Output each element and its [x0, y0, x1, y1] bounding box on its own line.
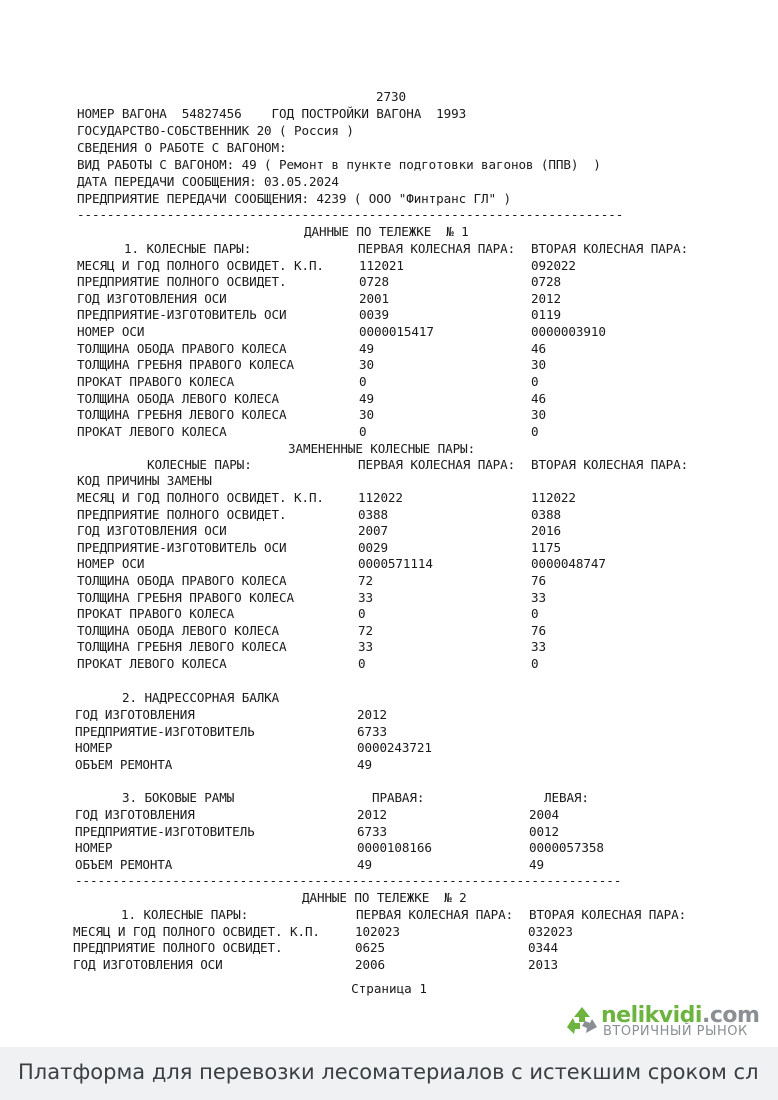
- row-value-1: 0388: [358, 506, 388, 522]
- row-label: ТОЛЩИНА ГРЕБНЯ ЛЕВОГО КОЛЕСА: [77, 407, 287, 423]
- row-label: ГОД ИЗГОТОВЛЕНИЯ ОСИ: [77, 290, 227, 306]
- row-label: ОБЪЕМ РЕМОНТА: [75, 856, 173, 872]
- row-value-1: 2007: [358, 523, 388, 539]
- row-value-2: 76: [531, 622, 546, 638]
- replaced-title: ЗАМЕНЕННЫЕ КОЛЕСНЫЕ ПАРЫ:: [288, 441, 476, 456]
- divider: -------------------------------------------------------------------------: [77, 207, 624, 222]
- row-label: НОМЕР: [75, 840, 113, 856]
- row-value-1: 102023: [355, 923, 400, 939]
- row-label: ПРЕДПРИЯТИЕ ПОЛНОГО ОСВИДЕТ.: [73, 940, 283, 956]
- row-value-2: 112022: [531, 490, 576, 505]
- row-value-2: 0: [531, 656, 539, 671]
- row-value-2: 46: [531, 340, 546, 356]
- bolster-heading: 2. НАДРЕССОРНАЯ БАЛКА: [122, 690, 280, 705]
- logo-brand: nelikvidi: [601, 1003, 702, 1028]
- row-label: ПРОКАТ ЛЕВОГО КОЛЕСА: [77, 424, 227, 439]
- row-label: ПРЕДПРИЯТИЕ-ИЗГОТОВИТЕЛЬ: [75, 723, 255, 739]
- b2-wheelsets-heading: 1. КОЛЕСНЫЕ ПАРЫ:: [121, 907, 249, 922]
- row-label: ТОЛЩИНА ГРЕБНЯ ПРАВОГО КОЛЕСА: [77, 589, 294, 605]
- b2-col1-header: ПЕРВАЯ КОЛЕСНАЯ ПАРА:: [356, 907, 514, 922]
- row-value-1: 0: [359, 374, 367, 390]
- row-label: НОМЕР ОСИ: [77, 324, 145, 340]
- row-value-2: 2012: [531, 290, 561, 306]
- row-value-2: 0: [531, 606, 539, 622]
- page-number: 2730: [376, 89, 406, 104]
- row-value-2: 0388: [531, 506, 561, 522]
- row-label: МЕСЯЦ И ГОД ПОЛНОГО ОСВИДЕТ. К.П.: [73, 923, 320, 939]
- row-value-1: 30: [359, 357, 374, 373]
- row-value-2: 032023: [528, 923, 573, 939]
- row-label: МЕСЯЦ И ГОД ПОЛНОГО ОСВИДЕТ. К.П.: [77, 490, 324, 505]
- banner-text: Платформа для перевозки лесоматериалов с истекшим сроком сл: [18, 1060, 759, 1084]
- replaced-heading: КОЛЕСНЫЕ ПАРЫ:: [147, 457, 252, 472]
- row-value-1: 0000571114: [358, 556, 433, 572]
- row-label: ПРЕДПРИЯТИЕ ПОЛНОГО ОСВИДЕТ.: [77, 274, 287, 290]
- replaced-col1-header: ПЕРВАЯ КОЛЕСНАЯ ПАРА:: [358, 457, 516, 472]
- col1-header: ПЕРВАЯ КОЛЕСНАЯ ПАРА:: [358, 241, 516, 256]
- row-label: ТОЛЩИНА ГРЕБНЯ ЛЕВОГО КОЛЕСА: [77, 639, 287, 655]
- replaced-col2-header: ВТОРАЯ КОЛЕСНАЯ ПАРА:: [531, 457, 689, 472]
- bogie1-title: ДАННЫЕ ПО ТЕЛЕЖКЕ № 1: [304, 224, 469, 239]
- row-value-1: 112021: [359, 257, 404, 273]
- row-label: ГОД ИЗГОТОВЛЕНИЯ ОСИ: [73, 956, 223, 972]
- row-value-1: 0000243721: [357, 740, 432, 756]
- row-value-2: 0119: [531, 307, 561, 323]
- row-value-2: 0: [531, 424, 539, 439]
- row-value-1: 49: [357, 856, 372, 872]
- row-value-2: 0000048747: [531, 556, 606, 572]
- row-label: ГОД ИЗГОТОВЛЕНИЯ: [75, 807, 195, 822]
- row-value-1: 0: [358, 606, 366, 622]
- row-value-2: 33: [531, 639, 546, 655]
- owner-line: ГОСУДАРСТВО-СОБСТВЕННИК 20 ( Россия ): [77, 123, 354, 138]
- row-label: ПРЕДПРИЯТИЕ-ИЗГОТОВИТЕЛЬ: [75, 823, 255, 839]
- row-value-1: 49: [359, 390, 374, 406]
- row-value-2: 46: [531, 390, 546, 406]
- row-value-1: 0000015417: [359, 324, 434, 340]
- row-value-2: 2004: [529, 807, 559, 822]
- work-info-line: СВЕДЕНИЯ О РАБОТЕ С ВАГОНОМ:: [77, 140, 287, 155]
- row-value-2: 49: [529, 856, 544, 872]
- row-value-1: 49: [357, 756, 372, 772]
- wheelsets-heading: 1. КОЛЕСНЫЕ ПАРЫ:: [124, 241, 252, 256]
- row-value-2: 0344: [528, 940, 558, 956]
- row-value-2: 0728: [531, 274, 561, 290]
- row-label: ГОД ИЗГОТОВЛЕНИЯ: [75, 707, 195, 722]
- row-value-1: 112022: [358, 490, 403, 505]
- row-value-2: 33: [531, 589, 546, 605]
- page-footer: Страница 1: [351, 981, 427, 996]
- row-label: ТОЛЩИНА ОБОДА ПРАВОГО КОЛЕСА: [77, 573, 287, 588]
- row-value-1: 6733: [357, 823, 387, 839]
- row-value-1: 0: [359, 424, 367, 439]
- row-label: ТОЛЩИНА ОБОДА ПРАВОГО КОЛЕСА: [77, 340, 287, 356]
- side-frames-heading: 3. БОКОВЫЕ РАМЫ: [122, 790, 235, 805]
- row-label: НОМЕР: [75, 740, 113, 756]
- row-value-1: 0039: [359, 307, 389, 323]
- row-label: ГОД ИЗГОТОВЛЕНИЯ ОСИ: [77, 523, 227, 539]
- row-value-1: 72: [358, 573, 373, 588]
- wagon-line: НОМЕР ВАГОНА 54827456 ГОД ПОСТРОЙКИ ВАГОНА 1993: [77, 106, 467, 121]
- row-value-2: 2016: [531, 523, 561, 539]
- row-label: НОМЕР ОСИ: [77, 556, 145, 572]
- side-left-header: ЛЕВАЯ:: [544, 790, 589, 805]
- row-label: ОБЪЕМ РЕМОНТА: [75, 756, 173, 772]
- work-type-line: ВИД РАБОТЫ С ВАГОНОМ: 49 ( Ремонт в пункте подготовки вагонов (ППВ) ): [77, 157, 601, 172]
- row-value-2: 76: [531, 573, 546, 588]
- row-value-1: 2006: [355, 956, 385, 972]
- row-label: ПРОКАТ ЛЕВОГО КОЛЕСА: [77, 656, 227, 671]
- logo-tagline: ВТОРИЧНЫЙ РЫНОК: [603, 1024, 748, 1039]
- row-value-2: 1175: [531, 539, 561, 555]
- row-value-1: 0625: [355, 940, 385, 956]
- enterprise-line: ПРЕДПРИЯТИЕ ПЕРЕДАЧИ СООБЩЕНИЯ: 4239 ( ООО "Финтранс ГЛ" ): [77, 191, 511, 206]
- bottom-banner[interactable]: [0, 1047, 778, 1100]
- row-value-2: 30: [531, 357, 546, 373]
- row-value-2: 0000057358: [529, 840, 604, 856]
- reason-label: КОД ПРИЧИНЫ ЗАМЕНЫ: [77, 473, 212, 488]
- row-value-1: 72: [358, 622, 373, 638]
- row-label: ПРОКАТ ПРАВОГО КОЛЕСА: [77, 374, 235, 390]
- row-value-1: 49: [359, 340, 374, 356]
- row-value-1: 0000108166: [357, 840, 432, 856]
- bogie2-title: ДАННЫЕ ПО ТЕЛЕЖКЕ № 2: [302, 890, 467, 905]
- row-label: ТОЛЩИНА ГРЕБНЯ ПРАВОГО КОЛЕСА: [77, 357, 294, 373]
- row-value-1: 0728: [359, 274, 389, 290]
- col2-header: ВТОРАЯ КОЛЕСНАЯ ПАРА:: [531, 241, 689, 256]
- row-value-1: 2012: [357, 807, 387, 822]
- row-value-2: 30: [531, 407, 546, 423]
- row-value-1: 2012: [357, 707, 387, 722]
- row-label: МЕСЯЦ И ГОД ПОЛНОГО ОСВИДЕТ. К.П.: [77, 257, 324, 273]
- row-value-2: 0012: [529, 823, 559, 839]
- row-value-2: 0: [531, 374, 539, 390]
- row-value-1: 6733: [357, 723, 387, 739]
- side-right-header: ПРАВАЯ:: [372, 790, 425, 805]
- row-value-1: 33: [358, 639, 373, 655]
- row-label: ПРЕДПРИЯТИЕ ПОЛНОГО ОСВИДЕТ.: [77, 506, 287, 522]
- row-value-2: 0000003910: [531, 324, 606, 340]
- watermark-logo: [565, 1003, 765, 1043]
- row-value-1: 30: [359, 407, 374, 423]
- row-value-2: 2013: [528, 956, 558, 972]
- b2-col2-header: ВТОРАЯ КОЛЕСНАЯ ПАРА:: [529, 907, 687, 922]
- row-value-1: 0: [358, 656, 366, 671]
- logo-domain: .com: [701, 1003, 760, 1028]
- row-label: ПРОКАТ ПРАВОГО КОЛЕСА: [77, 606, 235, 622]
- row-label: ПРЕДПРИЯТИЕ-ИЗГОТОВИТЕЛЬ ОСИ: [77, 539, 287, 555]
- row-label: ПРЕДПРИЯТИЕ-ИЗГОТОВИТЕЛЬ ОСИ: [77, 307, 287, 323]
- row-value-1: 0029: [358, 539, 388, 555]
- date-line: ДАТА ПЕРЕДАЧИ СООБЩЕНИЯ: 03.05.2024: [77, 174, 339, 189]
- row-label: ТОЛЩИНА ОБОДА ЛЕВОГО КОЛЕСА: [77, 622, 280, 638]
- row-value-2: 092022: [531, 257, 576, 273]
- divider-2: -------------------------------------------------------------------------: [75, 873, 622, 888]
- row-value-1: 33: [358, 589, 373, 605]
- row-value-1: 2001: [359, 290, 389, 306]
- recycle-logo-icon: [565, 1005, 599, 1039]
- row-label: ТОЛЩИНА ОБОДА ЛЕВОГО КОЛЕСА: [77, 390, 280, 406]
